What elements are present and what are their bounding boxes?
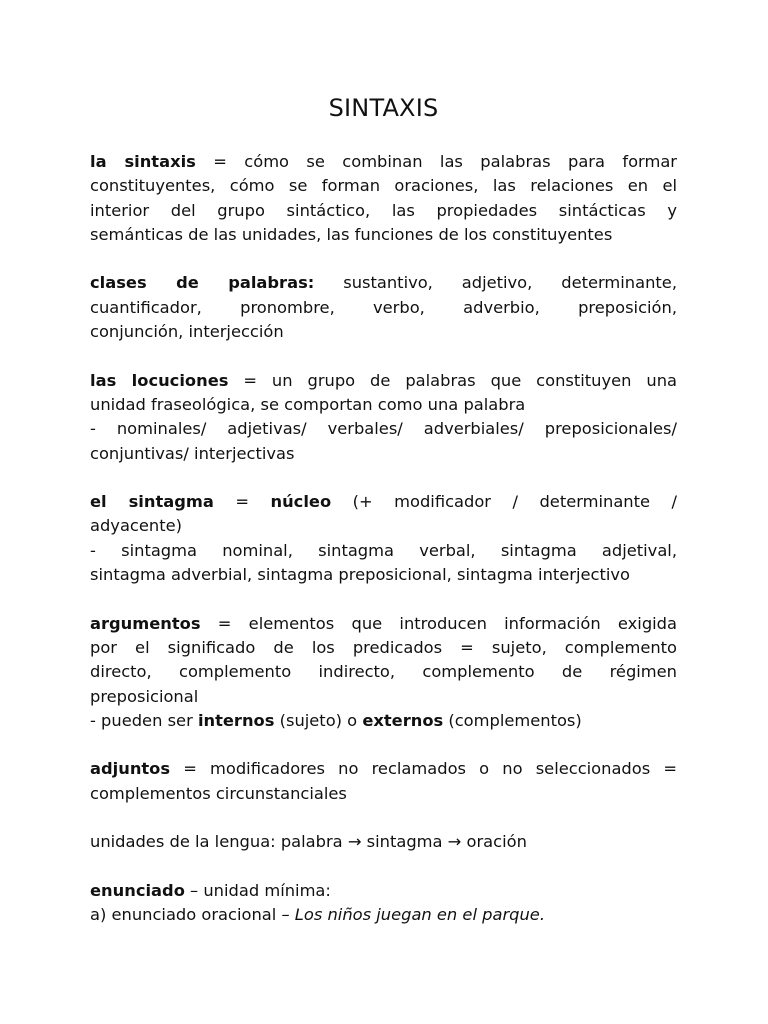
text-line [90, 150, 677, 174]
text-line: adyacente) [90, 516, 182, 536]
definition-text: = un grupo de palabras que constituyen una [228, 370, 677, 390]
term-internos: internos [197, 710, 275, 730]
term-argumentos: argumentos [90, 613, 201, 633]
definition-text: – unidad mínima: [184, 880, 331, 900]
text-line [90, 709, 677, 733]
text-line [90, 757, 677, 781]
text-line: por el significado de los predicados = sujeto, complemento [90, 637, 677, 657]
paragraph-sintagma [90, 490, 677, 587]
definition-text: sustantivo, adjetivo, determinante, [314, 273, 677, 293]
paragraph-enunciado [90, 879, 677, 928]
text-line [90, 490, 677, 514]
text-line [90, 369, 677, 393]
text-line: semánticas de las unidades, las funciones de los constituyentes [90, 224, 613, 244]
text-line: conjunción, interjección [90, 322, 284, 342]
list-text: - pueden ser [90, 710, 198, 730]
term-nucleo: núcleo [270, 492, 332, 512]
paragraph-unidades [90, 830, 677, 854]
example-sentence: Los niños juegan en el parque. [294, 905, 545, 925]
text-line: sintagma adverbial, sintagma preposicional, sintagma interjectivo [90, 565, 630, 585]
term-enunciado: enunciado [90, 880, 185, 900]
text-line: unidad fraseológica, se comportan como una palabra [90, 394, 526, 414]
term-locuciones: las locuciones [90, 370, 229, 390]
text-line: conjuntivas/ interjectivas [90, 443, 295, 463]
text-line: cuantificador, pronombre, verbo, adverbio, preposición, [90, 297, 677, 317]
paragraph-clases [90, 271, 677, 344]
term-externos: externos [362, 710, 444, 730]
definition-text: = cómo se combinan las palabras para formar [195, 152, 677, 171]
list-text: (complementos) [443, 710, 582, 730]
term-sintaxis: la sintaxis [90, 152, 196, 171]
text-line [90, 879, 677, 903]
paragraph-locuciones [90, 369, 677, 466]
definition-text: = modificadores no reclamados o no seleccionados = [170, 759, 677, 779]
paragraph-sintaxis [90, 150, 677, 247]
definition-text: (+ modificador / determinante / [331, 492, 678, 512]
text-line: - nominales/ adjetivas/ verbales/ adverbiales/ preposicionales/ [90, 419, 677, 439]
text-line [90, 612, 677, 636]
text-line: interior del grupo sintáctico, las propiedades sintácticas y [90, 200, 677, 220]
text-line: unidades de la lengua: palabra → sintagma → oración [90, 832, 527, 852]
term-adjuntos: adjuntos [90, 759, 171, 779]
example-label: a) enunciado oracional – [90, 905, 295, 925]
term-clases: clases de palabras: [90, 273, 315, 293]
text-line: directo, complemento indirecto, complemento de régimen [90, 662, 677, 682]
term-sintagma: el sintagma [90, 492, 214, 512]
document-title: SINTAXIS [328, 94, 439, 122]
text-line: complementos circunstanciales [90, 783, 347, 803]
equals-text: = [213, 492, 271, 512]
paragraph-argumentos [90, 612, 677, 733]
paragraph-adjuntos [90, 757, 677, 806]
text-line [90, 903, 677, 927]
text-line [90, 271, 677, 295]
text-line: preposicional [90, 686, 199, 706]
document-page [90, 92, 677, 952]
definition-text: = elementos que introducen información exigida [200, 613, 677, 633]
text-line: constituyentes, cómo se forman oraciones, las relaciones en el [90, 176, 677, 196]
text-line: - sintagma nominal, sintagma verbal, sintagma adjetival, [90, 540, 677, 560]
list-text: (sujeto) o [274, 710, 363, 730]
